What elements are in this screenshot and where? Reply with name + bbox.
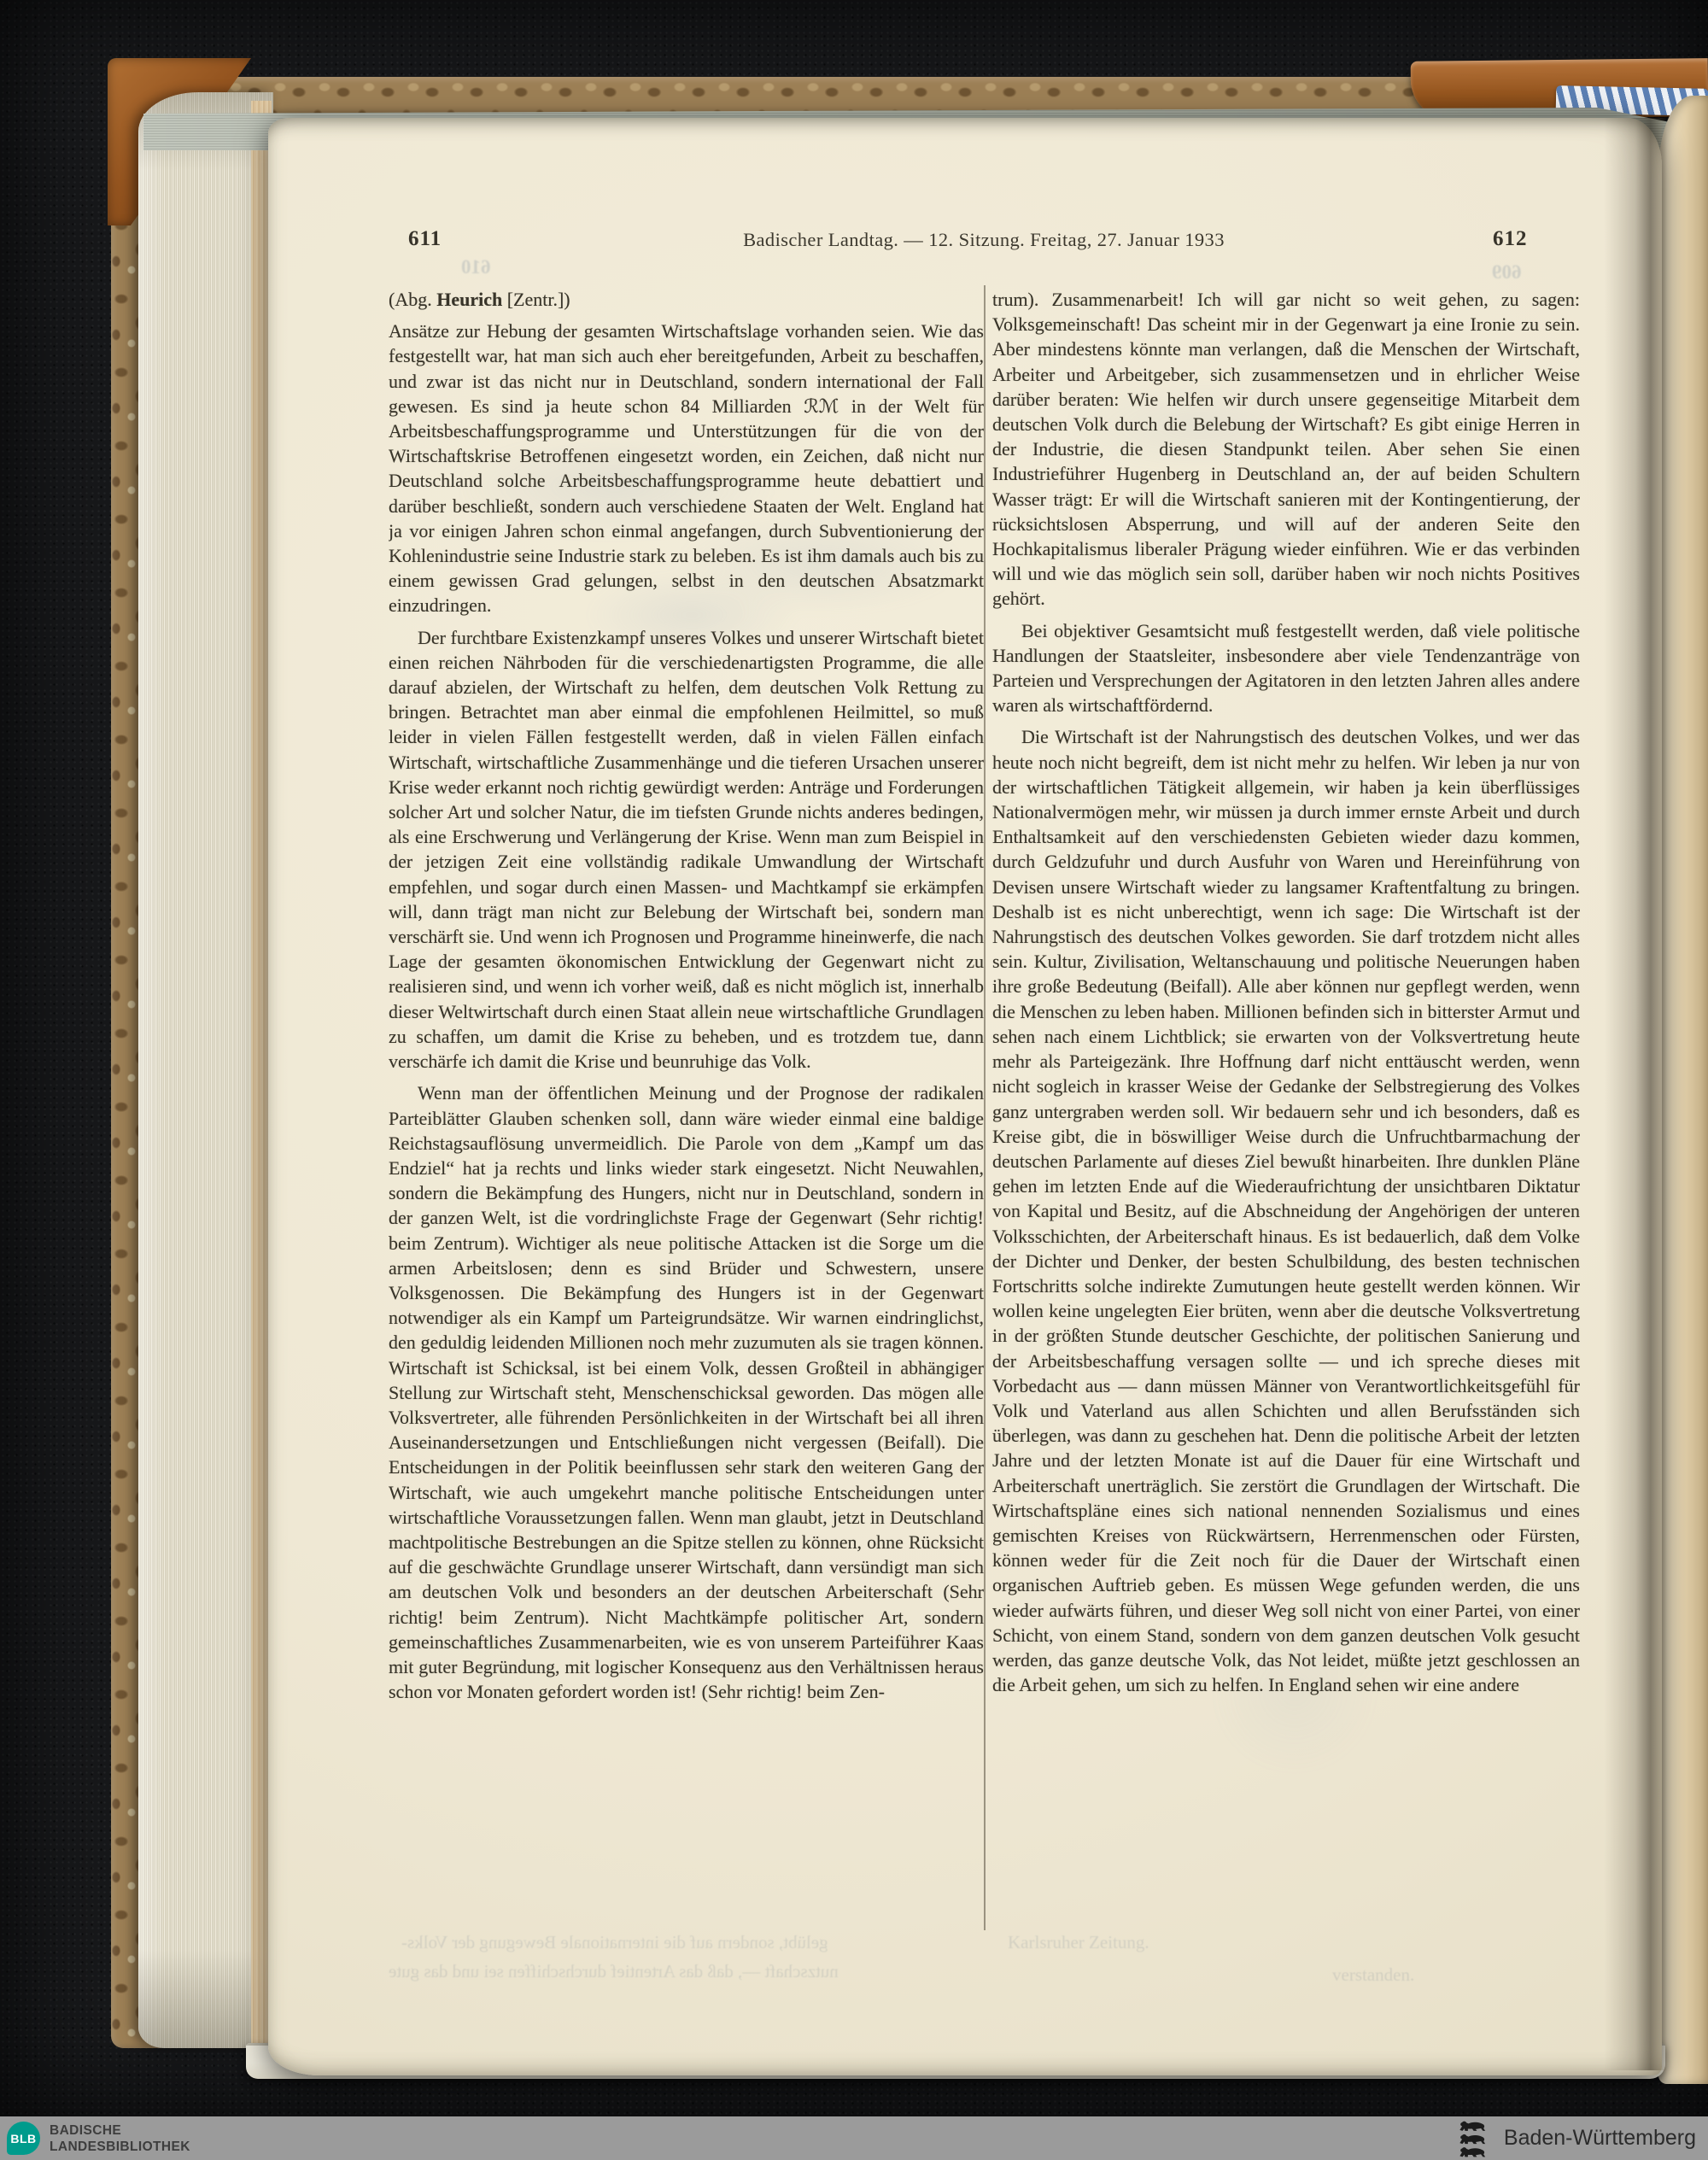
library-footer-bar (0, 2116, 1708, 2160)
paragraph: trum). Zusammenarbeit! Ich will gar nicht so weit gehen, zu sagen: Volksgemeinschaft! Das scheint mir in der Gegenwart ja eine Ironie zu sein. Aber mindestens könnte man verlangen, daß die Menschen der Wirtschaft, Arbeiter und Arbeitgeber, sich zusammensetzen und in ehrlicher Weise darüber beraten: Wie helfen wir durch unsere gegenseitige Mitarbeit dem deutschen Volk durch die Belebung der Wirtschaft? Es gibt einige Herren in der Industrie, die diesen Standpunkt teilen. Aber sehen Sie einen Industrieführer Hugenberg in Deutschland an, der auf beiden Schultern Wasser trägt: Er will die Wirtschaft sanieren mit der Kontingentierung, der rücksichtslosen Absperrung, und will auf der anderen Seite den Hochkapitalismus liberaler Prägung wieder einführen. Wie er das verbinden will und wie das möglich sein soll, darüber haben wir noch nichts Positives gehört. (992, 289, 1580, 610)
text-column-left (389, 287, 984, 1940)
running-title: Badischer Landtag. — 12. Sitzung. Freitag, 27. Januar 1933 (743, 229, 1225, 250)
speaker-party: [Zentr.]) (502, 289, 570, 310)
bleedthrough-text: gelübt, sondern auf die internationale Bewegung der Volks- (401, 1932, 828, 1952)
library-name-line2: LANDESBIBLIOTHEK (50, 2140, 190, 2154)
speaker-prefix: (Abg. (389, 289, 437, 310)
paragraph: Wenn man der öffentlichen Meinung und der Prognose der radikalen Parteiblätter Glauben schenken soll, dann wäre wieder einmal eine baldige Reichstagsauflösung unvermeidlich. Die Parole von dem „Kampf um das Endziel“ hat ja rechts und links wieder stark eingesetzt. Nicht Neuwahlen, sondern die Bekämpfung des Hungers, nicht nur in Deutschland, sondern in der ganzen Welt, ist die vordringlichste Frage der Gegenwart (Sehr richtig! beim Zentrum). Wichtiger als neue politische Attacken ist die Sorge um die armen Arbeitslosen; denn es sind Brüder und Schwestern, unsere Volksgenossen. Die Bekämpfung des Hungers ist in der Gegenwart notwendiger als ein Kampf um Parteigrundsätze. Wir warnen eindringlichst, den geduldig leidenden Millionen noch mehr zuzumuten als sie tragen können. Wirtschaft ist Schicksal, ist bei einem Volk, dessen Großteil in abhängiger Stellung zur Wirtschaft steht, Menschenschicksal geworden. Das mögen alle Volksvertreter, alle führenden Persönlichkeiten in der Wirtschaft bei all ihren Auseinandersetzungen und Entschließungen nicht vergessen (Beifall). Die Entscheidungen in der Politik beeinflussen sehr stark den weiteren Gang der Wirtschaft, wie auch umgekehrt manche politische Entscheidungen unter wirtschaftliche Voraussetzungen fallen. Wenn man glaubt, jetzt in Deutschland machtpolitische Bestrebungen an die Spitze stellen zu können, ohne Rücksicht auf die geschwächte Grundlage unserer Wirtschaft, dann versündigt man sich am deutschen Volk und besonders an der deutschen Arbeiterschaft (Sehr richtig! beim Zentrum). Nicht Machtkämpfe politischer Art, sondern gemeinschaftliches Zusammenarbeiten, wie es von unserem Parteiführer Kaas mit guter Begründung, mit logischer Konsequenz aus den Verhältnissen heraus schon vor Monaten gefordert worden ist! (Sehr richtig! beim Zen- (389, 1082, 984, 1703)
bleedthrough-text: nutzschaft —, daß das Artentief durchschiffen sei und das gute (389, 1961, 839, 1981)
blb-logo-icon: BLB (7, 2122, 40, 2155)
paragraph: Ansätze zur Hebung der gesamten Wirtschaftslage vorhanden seien. Wie das festgestellt war, hat man sich auch eher bereitgefunden, Arbeit zu beschaffen, und zwar ist das nicht nur in Deutschland, sondern international der Fall gewesen. Es sind ja heute schon 84 Milliarden ℛℳ in der Welt für Arbeitsbeschaffungsprogramme und Unterstützungen für die von der Wirtschaftskrise Betroffenen eingesetzt worden, ein Zeichen, daß nicht nur Deutschland solche Arbeitsbeschaffungsprogramme heute debattiert und darüber beschließt, sondern auch verschiedene Staaten der Welt. England hat ja vor einigen Jahren schon einmal angefangen, durch Subventionierung der Kohlenindustrie seine Industrie stark zu beleben. Es ist ihm damals auch bis zu einem gewissen Grad gelungen, selbst in den deutschen Absatzmarkt einzudringen. (389, 320, 984, 617)
library-name (50, 2122, 190, 2155)
bleedthrough-text: Karlsruher Zeitung. (1008, 1932, 1149, 1952)
bleedthrough-page-number: 610 (461, 256, 491, 278)
column-divider-rule (984, 285, 986, 1930)
bleedthrough-page-number: 609 (1492, 261, 1522, 283)
page-number-left: 611 (408, 227, 442, 250)
paragraph: Der furchtbare Existenzkampf unseres Volkes und unserer Wirtschaft bietet einen reichen Nährboden für die verschiedenartigsten Programme, die alle darauf abzielen, der Wirtschaft zu helfen, dem deutschen Volk Rettung zu bringen. Betrachtet man aber einmal die empfohlenen Heilmittel, so muß leider in vielen Fällen festgestellt werden, daß in vielen Fällen einfach Wirtschaft, wirtschaftliche Zusammenhänge und die tieferen Ursachen unserer Krise weder erkannt noch richtig gewürdigt werden: Anträge und Forderungen solcher Art und solcher Natur, die im tiefsten Grunde nichts anderes bedingen, als eine Erschwerung und Verlängerung der Krise. Wenn man zum Beispiel in der jetzigen Zeit eine vollständig radikale Umwandlung der Wirtschaft empfehlen, und sogar durch einen Massen- und Machtkampf sie erkämpfen will, dann trägt man nicht zur Belebung der Wirtschaft bei, sondern man verschärft sie. Und wenn ich Prognosen und Programme hineinwerfe, die nach Lage der gesamten ökonomischen Entwicklung der Gegenwart nicht zu realisieren sind, und wenn ich vorher weiß, daß es nicht möglich ist, innerhalb dieser Weltwirtschaft durch einen Staat allein neue wirtschaftliche Grundlagen zu schaffen, um damit die Krise zu beheben, und es trotzdem tue, dann verschärfe ich damit die Krise und beunruhige das Volk. (389, 626, 984, 1073)
state-branding (1456, 2116, 1696, 2160)
paragraph: Die Wirtschaft ist der Nahrungstisch des deutschen Volkes, und wer das heute noch nicht begreift, dem ist nicht mehr zu helfen. Wir leben ja nur von der wirtschaftlichen Tätigkeit allgemein, wir haben ja kein überflüssiges Nationalvermögen mehr, wir müssen ja durch immer ernste Arbeit und durch Enthaltsamkeit auf den verschiedensten Gebieten wieder dazu kommen, durch Geldzufuhr und durch Ausfuhr von Waren und Hereinführung von Devisen unsere Wirtschaft wieder zu langsamer Kraftentfaltung zu bringen. Deshalb ist es nicht unberechtigt, wenn ich sage: Die Wirtschaft ist der Nahrungstisch des deutschen Volkes geworden. Sie darf trotzdem nicht alles sein. Kultur, Zivilisation, Weltanschauung und politische Neuerungen haben ihre große Bedeutung (Beifall). Alle aber können nur gepflegt werden, wenn die Menschen zu leben haben. Millionen befinden sich in bitterster Armut und sehen nach einem Lichtblick; sie erwarten von der Volksvertretung heute mehr als Parteigezänk. Ihre Hoffnung darf nicht enttäuscht werden, wenn nicht sogleich in krasser Weise der Gedanke der Selbstregierung des Volkes ganz untergraben werden soll. Wir bedauern sehr und ich besonders, daß es Kreise gibt, die in böswilliger Weise durch die Unfruchtbarmachung der deutschen Parlamente auf dieses Ziel bewußt hinarbeiten. Ihre dunklen Pläne gehen im letzten Ende auf die Wiederaufrichtung der unsichtbaren Diktatur von Kapital und Besitz, auf die Abschneidung der Angehörigen der unteren Volksschichten, der Arbeiterschaft hinaus. Es ist bedauerlich, daß dem Volke der Dichter und Denker, der besten Schulbildung, des besten technischen Fortschritts solche indirekte Zumutungen heute gestellt werden können. Wir wollen keine ungelegten Eier brüten, wenn aber die deutsche Volksvertretung in der größten Stunde deutscher Geschichte, der politischen Sanierung und der Arbeitsbeschaffung versagen sollte — und ich spreche dieses mit Vorbedacht aus — dann müssen Männer von Verantwortlichkeitsgefühl für Volk und Vaterland aus allen Schichten und allen Berufsständen sich überlegen, was dann zu geschehen hat. Denn die politische Arbeit der letzten Jahre und der letzten Monate ist auf die Dauer für eine Wirtschaft und Arbeiterschaft unerträglich. Sie zerstört die Grundlagen der Wirtschaft. Die Wirtschaftspläne eines sich national nennenden Sozialismus und eines gemischten Kreises von Rückwärtsern, Herrenmenschen oder Fürsten, können weder für die Zeit noch für die Dauer der Wirtschaft einen organischen Auftrieb geben. Es müssen Wege gefunden werden, die uns wieder aufwärts führen, und dieser Weg soll nicht von einer Partei, von einer Schicht, von einem Stand, sondern von dem ganzen deutschen Volk gesucht werden, das ganze deutsche Volk, das Not leidet, müßte jetzt geschlossen an die Arbeit gehen, um sich zu helfen. In England sehen wir eine andere (992, 726, 1580, 1696)
baden-wuerttemberg-lions-icon (1456, 2120, 1495, 2157)
speaker-line (389, 287, 984, 312)
state-name: Baden-Württemberg (1503, 2126, 1696, 2150)
text-column-right (992, 287, 1580, 1940)
paragraph: Bei objektiver Gesamtsicht muß festgestellt werden, daß viele politische Handlungen der Staatsleiter, insbesondere aber viele Tendenzanträge von Parteien und Versprechungen der Agitatoren in den letzten Jahren alles andere waren als wirtschaftfördernd. (992, 619, 1580, 717)
library-name-line1: BADISCHE (50, 2123, 122, 2138)
page-number-right: 612 (1493, 227, 1528, 250)
bleedthrough-text: verstanden. (1332, 1964, 1415, 1985)
speaker-name: Heurich (436, 289, 503, 310)
